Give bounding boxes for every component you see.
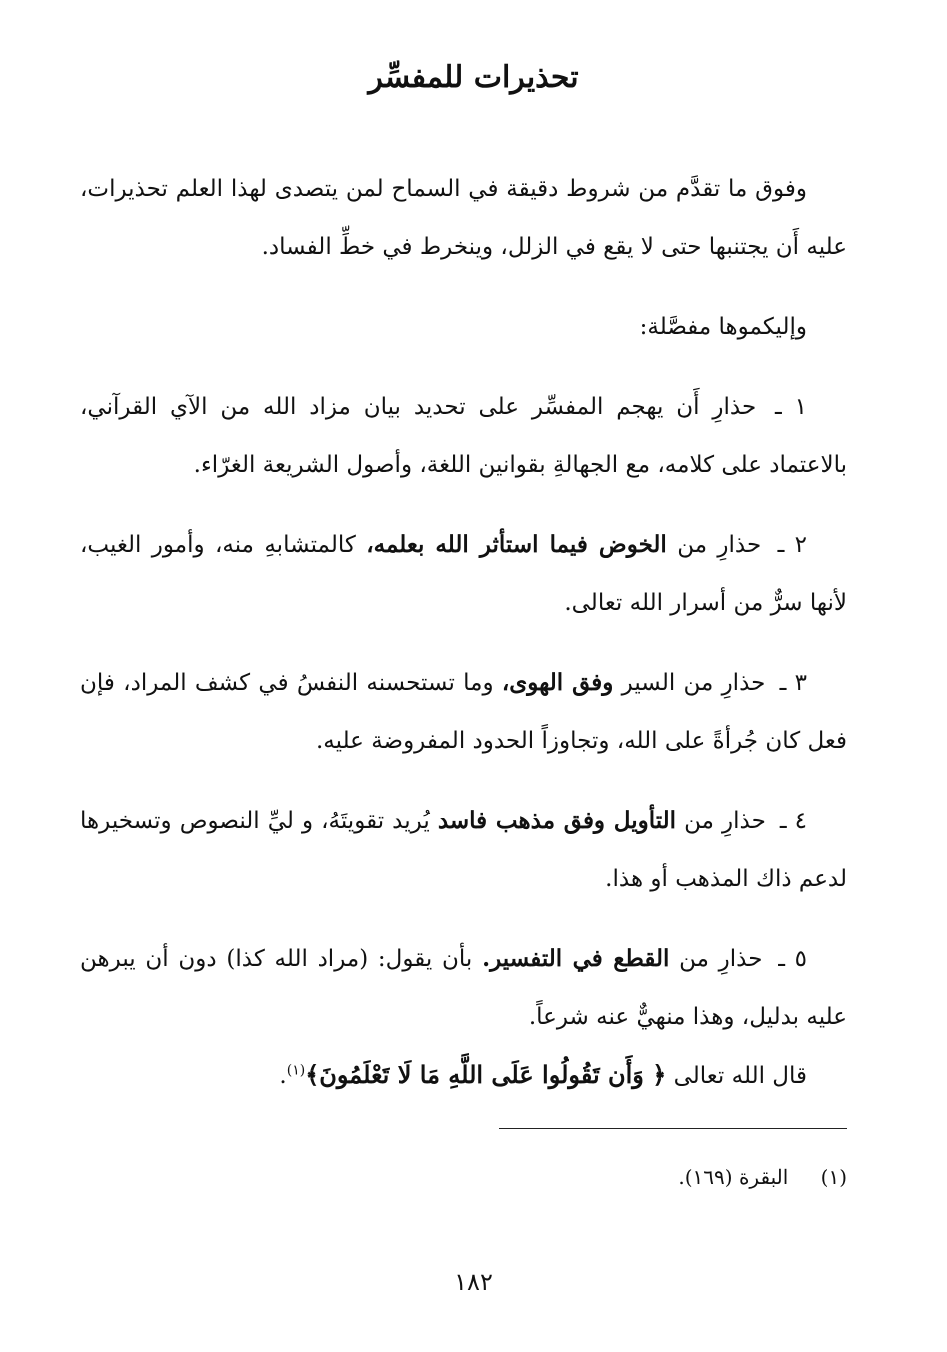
main-text	[80, 160, 847, 1105]
warning-number: ٣ ـ	[779, 670, 807, 696]
warning-text-rest: بأن يقول: (مراد الله كذا) دون أن يبرهن عليه بدليل، وهذا منهيٌّ عنه شرعاً.	[80, 946, 847, 1030]
footnote-divider	[499, 1128, 847, 1129]
warning-emphasis: الخوض فيما استأثر الله بعلمه،	[366, 531, 667, 558]
warning-text-rest: وما تستحسنه النفسُ في كشف المراد، فإن فعل كان جُرأةً على الله، وتجاوزاً الحدود المفروضة عليه.	[80, 670, 847, 754]
warning-text: حذارِ أَن يهجم المفسِّر على تحديد بيان مزاد الله من الآي القرآني، بالاعتماد على كلامه، مع الجهالةِ بقوانين اللغة، وأصول الشريعة الغرّاء.	[80, 394, 847, 478]
footnote-text: البقرة (١٦٩).	[678, 1165, 789, 1189]
warning-text: حذارِ من	[677, 532, 762, 558]
warning-number: ٥ ـ	[778, 946, 808, 972]
warning-text: حذارِ من	[679, 946, 763, 972]
warning-emphasis: وفق الهوى،	[501, 669, 614, 696]
quran-quote	[80, 1046, 847, 1105]
footnote	[678, 1160, 847, 1194]
warning-1	[80, 378, 847, 494]
warning-5	[80, 930, 847, 1046]
quote-prefix: قال الله تعالى	[673, 1063, 807, 1089]
warning-4	[80, 792, 847, 908]
warning-emphasis: التأويل وفق مذهب فاسد	[437, 807, 677, 834]
warning-text: حذارِ من	[684, 808, 766, 834]
warning-emphasis: القطع في التفسير.	[482, 945, 670, 972]
warning-2	[80, 516, 847, 632]
page-number: ١٨٢	[454, 1268, 493, 1296]
lead-paragraph: وإليكموها مفصَّلة:	[639, 314, 807, 340]
page-title: تحذيرات للمفسِّر	[368, 60, 579, 95]
warning-number: ٢ ـ	[777, 532, 808, 558]
intro-paragraph: وفوق ما تقدَّم من شروط دقيقة في السماح لمن يتصدى لهذا العلم تحذيرات، عليه أَن يجتنبها حتى لا يقع في الزلل، وينخرط في خطِّ الفساد.	[80, 176, 847, 260]
warning-number: ٤ ـ	[779, 808, 808, 834]
warning-text-rest: كالمتشابهِ منه، وأمور الغيب، لأنها سرٌّ من أسرار الله تعالى.	[80, 532, 847, 616]
quote-suffix: .	[279, 1063, 287, 1089]
warning-3	[80, 654, 847, 770]
quran-verse: ﴿ وَأَن تَقُولُوا عَلَى اللَّهِ مَا لَا تَعْلَمُونَ﴾	[305, 1060, 667, 1089]
warning-text-rest: يُريد تقويتَهُ، و ليِّ النصوص وتسخيرها لدعم ذاك المذهب أو هذا.	[80, 808, 847, 892]
warning-number: ١ ـ	[775, 394, 807, 420]
footnote-reference[interactable]: (١)	[286, 1062, 306, 1079]
footnote-number: (١)	[820, 1165, 847, 1189]
warning-text: حذارِ من السير	[621, 670, 766, 696]
